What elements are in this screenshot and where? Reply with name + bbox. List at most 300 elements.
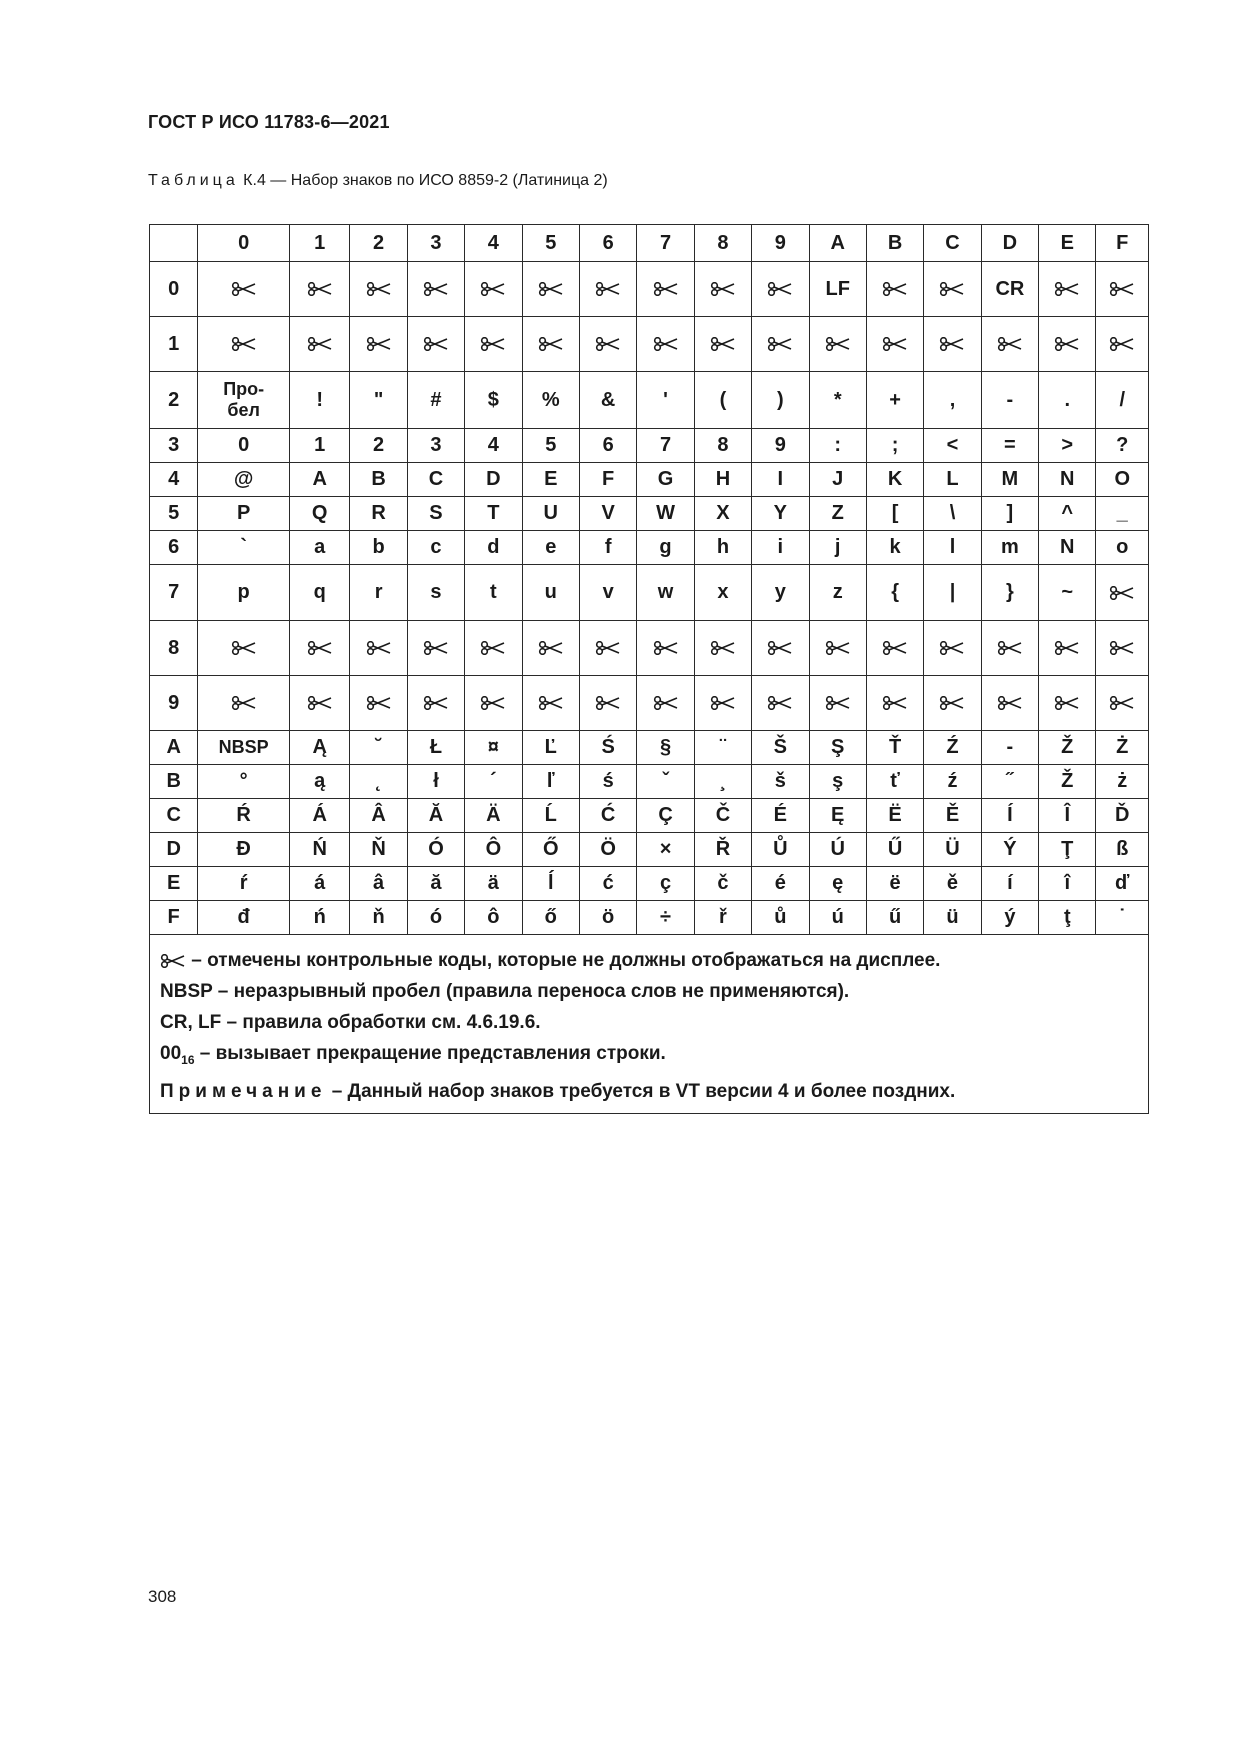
char-cell: | [924,565,981,621]
control-code-cell [752,262,809,317]
scissors-icon [710,337,736,351]
char-cell: ? [1096,429,1149,463]
control-code-cell [809,621,866,676]
row-header: 0 [150,262,198,317]
scissors-icon [480,282,506,296]
control-code-cell [579,676,636,731]
control-code-cell [579,621,636,676]
char-cell: 2 [350,429,407,463]
scissors-icon [939,641,965,655]
control-code-cell [1096,676,1149,731]
char-cell: Ü [924,833,981,867]
char-cell: 1 [289,429,349,463]
control-code-cell [1039,621,1096,676]
scissors-icon [653,641,679,655]
control-code-cell [924,262,981,317]
column-header: 1 [289,225,349,262]
char-cell: ^ [1039,497,1096,531]
char-cell: Ú [809,833,866,867]
scissors-icon [939,337,965,351]
char-cell: NBSP [198,731,290,765]
char-cell: â [350,867,407,901]
char-cell: ; [866,429,923,463]
char-cell: B [350,463,407,497]
char-cell: ¨ [694,731,751,765]
char-cell: # [407,372,464,429]
row-header: 8 [150,621,198,676]
char-cell: = [981,429,1038,463]
table-caption [148,172,608,190]
char-cell: s [407,565,464,621]
scissors-icon [538,337,564,351]
scissors-icon [939,282,965,296]
control-code-cell [924,676,981,731]
control-code-cell [350,676,407,731]
char-cell: Í [981,799,1038,833]
table-row [150,429,1149,463]
char-cell: q [289,565,349,621]
char-cell: Ť [866,731,923,765]
control-code-cell [198,262,290,317]
char-cell: Ł [407,731,464,765]
char-cell: W [637,497,694,531]
char-cell: Ţ [1039,833,1096,867]
char-cell: 3 [407,429,464,463]
char-cell: d [465,531,522,565]
column-header: E [1039,225,1096,262]
char-cell: ť [866,765,923,799]
char-cell: ř [694,901,751,935]
char-cell: : [809,429,866,463]
column-header: 0 [198,225,290,262]
scissors-icon [767,337,793,351]
row-header: 2 [150,372,198,429]
char-cell: i [752,531,809,565]
scissors-icon [366,696,392,710]
column-header: 4 [465,225,522,262]
char-cell: H [694,463,751,497]
char-cell: ü [924,901,981,935]
scissors-icon [825,696,851,710]
char-cell: [ [866,497,923,531]
control-code-cell [866,262,923,317]
control-code-cell [1039,317,1096,372]
char-cell: N [1039,531,1096,565]
char-cell: 7 [637,429,694,463]
char-cell: U [522,497,579,531]
char-cell: ( [694,372,751,429]
char-cell: Ź [924,731,981,765]
char-cell: Ů [752,833,809,867]
char-cell: \ [924,497,981,531]
char-cell: Y [752,497,809,531]
scissors-icon [710,696,736,710]
char-cell: X [694,497,751,531]
char-cell: " [350,372,407,429]
control-code-cell [866,676,923,731]
char-cell: Ĺ [522,799,579,833]
char-cell: } [981,565,1038,621]
control-code-cell [752,317,809,372]
char-cell: O [1096,463,1149,497]
char-cell: ´ [465,765,522,799]
scissors-icon [653,337,679,351]
scissors-icon [538,696,564,710]
control-code-cell [694,676,751,731]
scissors-icon [307,696,333,710]
char-cell: ] [981,497,1038,531]
table-row [150,676,1149,731]
char-cell: ć [579,867,636,901]
control-code-cell [694,621,751,676]
char-cell: Ć [579,799,636,833]
char-cell: ĺ [522,867,579,901]
scissors-icon [882,337,908,351]
char-cell: Ă [407,799,464,833]
control-code-cell [407,317,464,372]
control-code-cell [809,317,866,372]
char-cell: p [198,565,290,621]
note-cr-lf: CR, LF – правила обработки см. 4.6.19.6. [160,1012,541,1033]
control-code-cell [637,262,694,317]
char-cell: ó [407,901,464,935]
char-cell: ź [924,765,981,799]
char-cell: Ű [866,833,923,867]
char-cell: Ë [866,799,923,833]
scissors-icon [595,282,621,296]
table-row [150,531,1149,565]
char-cell: v [579,565,636,621]
char-cell: _ [1096,497,1149,531]
char-cell: Ń [289,833,349,867]
char-cell: ŕ [198,867,290,901]
char-cell: V [579,497,636,531]
scissors-icon [307,282,333,296]
char-cell: Ô [465,833,522,867]
row-header: 6 [150,531,198,565]
caption-text: К.4 — Набор знаков по ИСО 8859-2 (Латиница 2) [238,172,608,189]
char-cell: & [579,372,636,429]
column-header: 9 [752,225,809,262]
char-cell: - [981,372,1038,429]
char-cell: Ä [465,799,522,833]
char-cell: ¤ [465,731,522,765]
char-cell: ˙ [1096,901,1149,935]
control-code-cell [752,621,809,676]
control-code-cell [198,621,290,676]
scissors-icon [882,696,908,710]
scissors-icon [882,282,908,296]
control-code-cell [522,676,579,731]
control-code-cell [1096,565,1149,621]
char-cell: ë [866,867,923,901]
char-cell: 9 [752,429,809,463]
column-header: F [1096,225,1149,262]
char-cell: § [637,731,694,765]
char-cell: ô [465,901,522,935]
control-code-cell [350,262,407,317]
char-cell: Š [752,731,809,765]
char-cell: ů [752,901,809,935]
char-cell: F [579,463,636,497]
note-nbsp: NBSP – неразрывный пробел (правила переноса слов не применяются). [160,981,850,1002]
char-cell: g [637,531,694,565]
char-cell: á [289,867,349,901]
scissors-icon [160,954,186,968]
table-row [150,731,1149,765]
note-null: $00_{16}$ – вызывает прекращение представления строки. [160,1043,666,1067]
char-cell: 6 [579,429,636,463]
control-code-cell [579,262,636,317]
char-cell: Ó [407,833,464,867]
char-cell: h [694,531,751,565]
scissors-icon [653,696,679,710]
caption-prefix: Таблица [148,172,239,189]
char-cell: j [809,531,866,565]
column-header: B [866,225,923,262]
control-code-cell [1096,317,1149,372]
char-cell: o [1096,531,1149,565]
row-header: 1 [150,317,198,372]
char-cell: ý [981,901,1038,935]
row-header: C [150,799,198,833]
char-cell: Ő [522,833,579,867]
control-code-cell [694,317,751,372]
column-header: 3 [407,225,464,262]
char-cell: ÷ [637,901,694,935]
char-cell: M [981,463,1038,497]
scissors-icon [366,337,392,351]
scissors-icon [882,641,908,655]
page-number: 308 [148,1587,177,1606]
char-cell: % [522,372,579,429]
char-cell: < [924,429,981,463]
char-cell: + [866,372,923,429]
control-code-cell [1039,262,1096,317]
scissors-icon [1109,641,1135,655]
row-header: D [150,833,198,867]
control-code-cell [981,676,1038,731]
char-cell: Ö [579,833,636,867]
control-code-cell [866,621,923,676]
char-cell: ł [407,765,464,799]
char-cell: 0 [198,429,290,463]
scissors-icon [231,696,257,710]
control-code-cell [465,317,522,372]
scissors-icon [710,282,736,296]
char-cell: K [866,463,923,497]
char-cell: r [350,565,407,621]
char-cell: Đ [198,833,290,867]
column-header: A [809,225,866,262]
table-row [150,833,1149,867]
char-cell: t [465,565,522,621]
char-cell: a [289,531,349,565]
scissors-icon [1054,282,1080,296]
char-cell: CR [981,262,1038,317]
char-cell: ż [1096,765,1149,799]
char-cell: { [866,565,923,621]
charset-table [149,224,1149,1114]
control-code-cell [866,317,923,372]
char-cell: Î [1039,799,1096,833]
table-body [150,225,1149,935]
char-cell: / [1096,372,1149,429]
scissors-icon [480,337,506,351]
scissors-icon [767,282,793,296]
char-cell: Ý [981,833,1038,867]
char-cell: z [809,565,866,621]
char-cell: l [924,531,981,565]
scissors-icon [595,696,621,710]
char-cell: E [522,463,579,497]
scissors-icon [1054,337,1080,351]
char-cell: ˘ [350,731,407,765]
scissors-icon [595,641,621,655]
control-code-cell [407,262,464,317]
table-row [150,621,1149,676]
char-cell: ˝ [981,765,1038,799]
char-cell: e [522,531,579,565]
char-cell: Ç [637,799,694,833]
char-cell: Ľ [522,731,579,765]
char-cell: R [350,497,407,531]
char-cell: f [579,531,636,565]
char-cell: D [465,463,522,497]
control-code-cell [752,676,809,731]
scissors-icon [825,337,851,351]
scissors-icon [939,696,965,710]
control-code-cell [289,676,349,731]
table-row [150,317,1149,372]
char-cell: b [350,531,407,565]
char-cell: š [752,765,809,799]
char-cell: ě [924,867,981,901]
control-code-cell [289,262,349,317]
scissors-icon [710,641,736,655]
char-cell: ° [198,765,290,799]
scissors-icon [480,641,506,655]
scissors-icon [538,641,564,655]
char-cell: k [866,531,923,565]
scissors-icon [997,641,1023,655]
row-header: 7 [150,565,198,621]
row-header: 4 [150,463,198,497]
char-cell: ) [752,372,809,429]
char-cell: Ż [1096,731,1149,765]
char-cell: ű [866,901,923,935]
row-header: 9 [150,676,198,731]
char-cell: ! [289,372,349,429]
char-cell: - [981,731,1038,765]
char-cell: , [924,372,981,429]
char-cell: Ž [1039,765,1096,799]
char-cell: Ś [579,731,636,765]
char-cell: w [637,565,694,621]
control-code-cell [1039,676,1096,731]
scissors-icon [825,641,851,655]
char-cell: é [752,867,809,901]
control-code-cell [350,317,407,372]
char-cell: ß [1096,833,1149,867]
table-row [150,565,1149,621]
char-cell: T [465,497,522,531]
control-code-cell [924,317,981,372]
control-code-cell [637,317,694,372]
scissors-icon [997,337,1023,351]
char-cell: í [981,867,1038,901]
column-header: 7 [637,225,694,262]
table-row [150,765,1149,799]
scissors-icon [423,337,449,351]
char-cell: Q [289,497,349,531]
control-code-cell [981,317,1038,372]
char-cell: ' [637,372,694,429]
control-code-cell [809,676,866,731]
char-cell: Ž [1039,731,1096,765]
scissors-icon [997,696,1023,710]
control-code-cell [579,317,636,372]
control-code-cell [694,262,751,317]
char-cell: Á [289,799,349,833]
column-header: C [924,225,981,262]
char-cell: ş [809,765,866,799]
table-row [150,262,1149,317]
scissors-icon [231,282,257,296]
char-cell: ń [289,901,349,935]
char-cell: ś [579,765,636,799]
char-cell: × [637,833,694,867]
char-cell: 4 [465,429,522,463]
char-cell: ` [198,531,290,565]
char-cell: Ę [809,799,866,833]
document-header: ГОСТ Р ИСО 11783-6—2021 [148,112,390,132]
control-code-cell [637,676,694,731]
control-code-cell [522,262,579,317]
char-cell: * [809,372,866,429]
char-cell: A [289,463,349,497]
char-cell: ˛ [350,765,407,799]
control-code-cell [289,621,349,676]
scissors-icon [1054,641,1080,655]
table-corner-cell [150,225,198,262]
char-cell: LF [809,262,866,317]
char-cell: ă [407,867,464,901]
scissors-icon [767,641,793,655]
column-header: 2 [350,225,407,262]
control-code-cell [637,621,694,676]
control-code-cell [465,621,522,676]
control-code-cell [407,621,464,676]
scissors-icon [1109,337,1135,351]
char-cell: ~ [1039,565,1096,621]
scissors-icon [538,282,564,296]
control-code-cell [289,317,349,372]
note-remark: Примечание – Данный набор знаков требуется в VT версии 4 и более поздних. [160,1080,956,1102]
char-cell: č [694,867,751,901]
table-row [150,372,1149,429]
control-code-cell [522,621,579,676]
scissors-icon [480,696,506,710]
note-control-codes: – отмечены контрольные коды, которые не должны отображаться на дисплее. [160,945,1148,976]
char-cell: Č [694,799,751,833]
char-cell: ę [809,867,866,901]
table-row [150,463,1149,497]
table-row [150,901,1149,935]
control-code-cell [1096,621,1149,676]
char-cell: ő [522,901,579,935]
scissors-icon [653,282,679,296]
